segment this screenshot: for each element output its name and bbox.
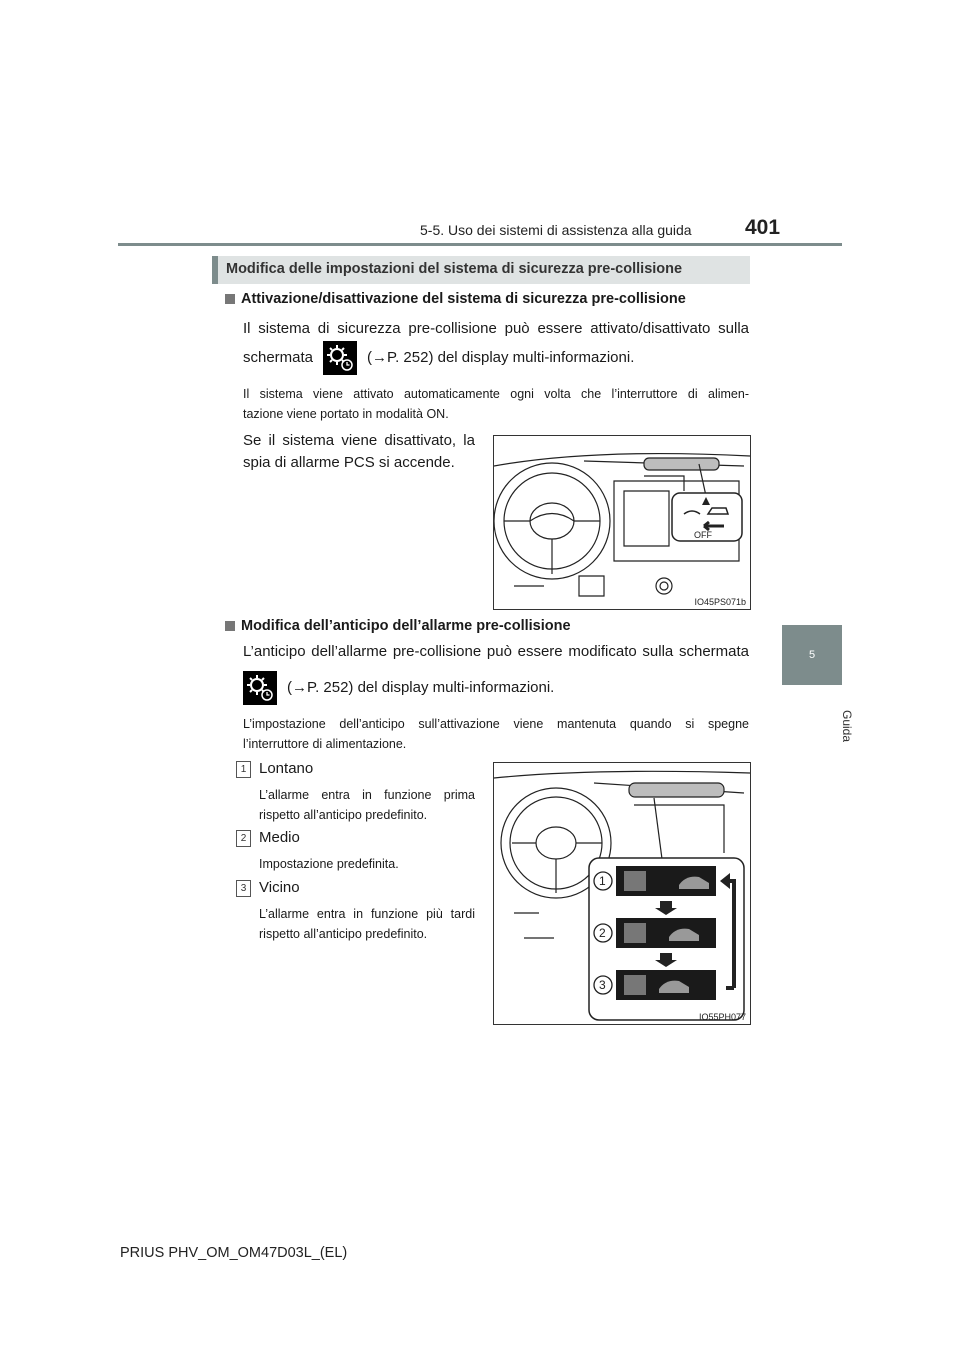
header-rule <box>118 243 842 246</box>
option-title-vicino: Vicino <box>259 879 300 896</box>
block1-note-line2: tazione viene portato in modalità ON. <box>243 407 449 421</box>
timing-screen-3 <box>616 970 716 1000</box>
block2-note-line1: L’impostazione dell’anticipo sull’attivazione viene mantenuta quando si spegne <box>243 717 749 731</box>
header-section-title: 5-5. Uso dei sistemi di assistenza alla guida <box>420 222 692 238</box>
callout-label-1: 1 <box>599 874 606 888</box>
option-title-lontano: Lontano <box>259 760 314 777</box>
option-desc-1b: rispetto all’anticipo predefinito. <box>259 808 428 822</box>
figure-code: IO45PS071b <box>694 597 746 607</box>
block1-side-line1: Se il sistema viene disattivato, la <box>243 432 475 449</box>
block1-note-line1: Il sistema viene attivato automaticamente ogni volta che l’interruttore di alimen- <box>243 387 749 401</box>
dashboard-illustration-2 <box>494 763 750 1024</box>
block1-heading: Attivazione/disattivazione del sistema di sicurezza pre-collisione <box>225 291 686 307</box>
document-footer-code: PRIUS PHV_OM_OM47D03L_(EL) <box>120 1245 348 1261</box>
block2-heading: Modifica dell’anticipo dell’allarme pre-collisione <box>225 618 571 634</box>
option-desc-1a: L’allarme entra in funzione prima <box>259 788 475 802</box>
figure-code-2: IO55PH077 <box>698 1012 746 1022</box>
dashboard-figure-alarm-timing <box>493 762 751 1025</box>
option-desc-2a: Impostazione predefinita. <box>259 857 399 871</box>
callout-label-3: 3 <box>599 978 606 992</box>
option-title-medio: Medio <box>259 829 300 846</box>
dashboard-figure-pcs-warning <box>493 435 751 610</box>
option-desc-3b: rispetto all’anticipo predefinito. <box>259 927 428 941</box>
option-number-3: 3 <box>236 880 251 897</box>
bullet-square-icon <box>225 621 235 631</box>
timing-screen-1 <box>616 866 716 896</box>
timing-screen-2 <box>616 918 716 948</box>
chapter-label: Guida <box>840 710 854 743</box>
bullet-square-icon <box>225 294 235 304</box>
chapter-tab[interactable]: 5 <box>782 625 842 685</box>
settings-gear-icon[interactable] <box>323 341 357 375</box>
section-accent <box>212 256 218 284</box>
block1-side-line2: spia di allarme PCS si accende. <box>243 454 455 471</box>
block2-line1: L’anticipo dell’allarme pre-collisione può essere modificato sulla schermata <box>243 643 749 660</box>
option-number-1: 1 <box>236 761 251 778</box>
section-title-bar <box>212 256 750 284</box>
block2-note-line2: l’interruttore di alimentazione. <box>243 737 407 751</box>
option-desc-3a: L’allarme entra in funzione più tardi <box>259 907 475 921</box>
block1-line2: schermata (→P. 252) del display multi-informazioni. <box>243 340 634 376</box>
dashboard-illustration <box>494 436 750 609</box>
off-label: OFF <box>694 530 712 540</box>
option-number-2: 2 <box>236 830 251 847</box>
settings-gear-icon[interactable] <box>243 671 277 705</box>
block2-line2: (→P. 252) del display multi-informazioni. <box>243 670 554 706</box>
callout-label-2: 2 <box>599 926 606 940</box>
block1-line1: Il sistema di sicurezza pre-collisione può essere attivato/disattivato sulla <box>243 320 749 337</box>
section-title: Modifica delle impostazioni del sistema di sicurezza pre-collisione <box>226 261 683 277</box>
page-number: 401 <box>745 216 781 239</box>
